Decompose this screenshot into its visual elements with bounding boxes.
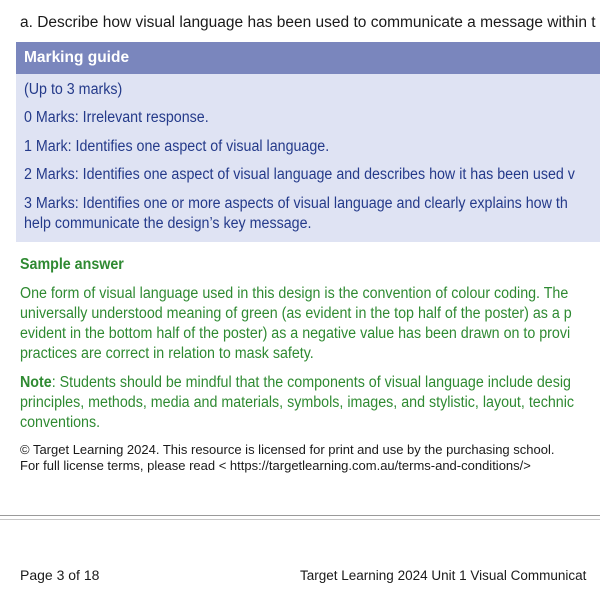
footer-title: Target Learning 2024 Unit 1 Visual Communicat <box>300 568 587 583</box>
note-line: conventions. <box>20 414 101 431</box>
note-line: principles, methods, media and materials, symbols, images, and stylistic, layout, technic <box>20 394 575 411</box>
marking-guide-line: help communicate the design’s key message. <box>24 215 312 232</box>
marking-guide-header <box>16 42 600 74</box>
sample-answer-line: universally understood meaning of green (as evident in the top half of the poster) as a p <box>20 305 572 322</box>
page-number: Page 3 of 18 <box>20 567 100 583</box>
sample-answer-line: One form of visual language used in this design is the convention of colour coding. The <box>20 285 569 302</box>
note-line <box>20 373 571 393</box>
note-label: Note <box>20 374 52 391</box>
marking-guide-line: 2 Marks: Identifies one aspect of visual language and describes how it has been used v <box>24 166 575 183</box>
marking-guide-line: 0 Marks: Irrelevant response. <box>24 109 209 126</box>
question-text: a. Describe how visual language has been used to communicate a message within t <box>20 14 596 31</box>
page-divider <box>0 519 600 520</box>
sample-answer-line: evident in the bottom half of the poster) as a negative value has been drawn on to provi <box>20 325 571 342</box>
page-divider <box>0 515 600 516</box>
marking-guide-line: (Up to 3 marks) <box>24 81 123 98</box>
sample-answer-title: Sample answer <box>20 256 124 273</box>
marking-guide-line: 3 Marks: Identifies one or more aspects of visual language and clearly explains how th <box>24 195 568 212</box>
marking-guide-title: Marking guide <box>24 49 130 66</box>
sample-answer-line: practices are correct in relation to mask safety. <box>20 345 314 362</box>
marking-guide-box <box>16 42 600 242</box>
copyright-line: © Target Learning 2024. This resource is licensed for print and use by the purchasing school. <box>20 442 555 457</box>
marking-guide-line: 1 Mark: Identifies one aspect of visual language. <box>24 138 330 155</box>
note-text: : Students should be mindful that the components of visual language include desig <box>51 374 571 391</box>
license-line: For full license terms, please read < https://targetlearning.com.au/terms-and-conditions/> <box>20 458 531 473</box>
